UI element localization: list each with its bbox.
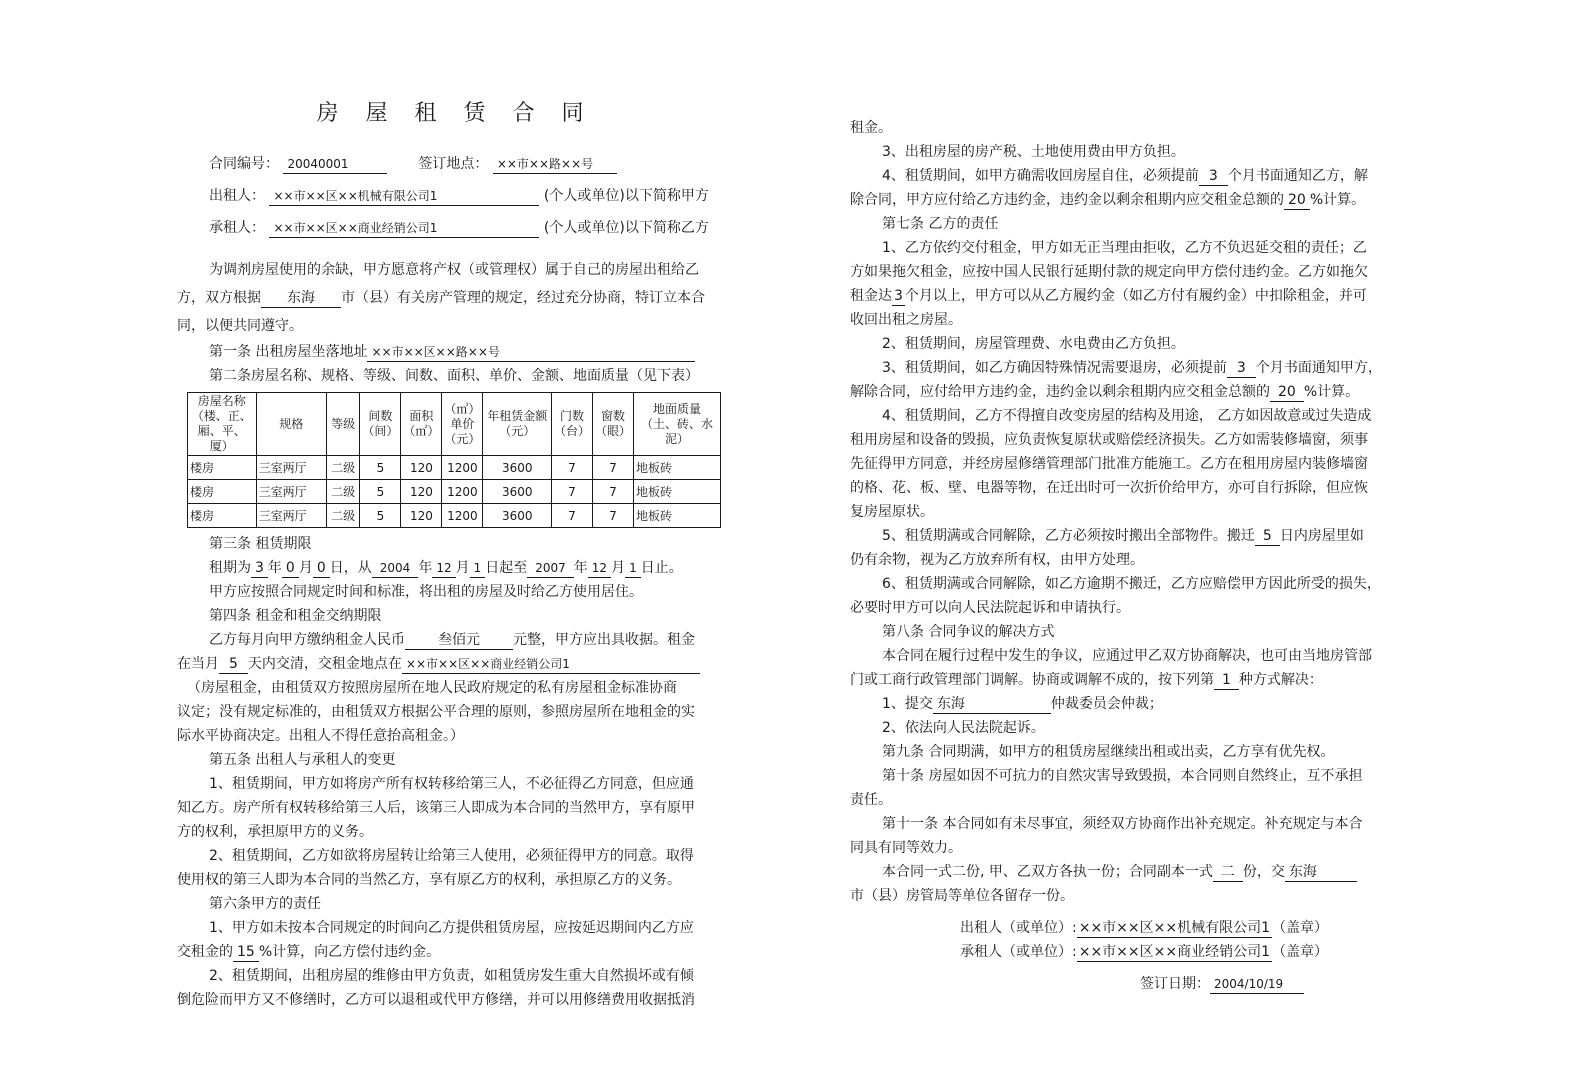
article-7-line [850,380,1406,404]
article-6-line [177,940,733,964]
article-10-line: 第十条 房屋如因不可抗力的自然灾害导致毁损，本合同则自然终止，互不承担 [882,768,1363,784]
article-7-line [850,284,1406,308]
table-cell: 7 [593,480,634,504]
table-cell: 楼房 [188,456,257,480]
article-2-label: 第二条房屋名称、规格、等级、间数、面积、单价、金额、地面质量（见下表） [209,368,699,384]
article-6-text: 除合同，甲方应付给乙方违约金，违约金以剩余租期内应交租金总额的 [850,192,1284,208]
pay-days: 5 [219,656,248,674]
article-11-line: 第十一条 本合同如有未尽事宜，须经双方协商作出补充规定。补充规定与本合 [882,816,1363,832]
article-6-line: 租金。 [850,120,892,136]
lessee-line [177,216,733,240]
intro-text: 市（县）有关房产管理的规定，经过充分协商，特订立本合 [341,290,705,306]
sign-date-line [850,972,1406,996]
article-5-line: 方的权利，承担原甲方的义务。 [177,824,373,840]
table-cell: 120 [401,456,442,480]
lessee-suffix: (个人或单位)以下简称乙方 [543,220,709,236]
article-7-line: 先征得甲方同意，并经房屋修缮管理部门批准方能施工。乙方在租用房屋内装修墙窗 [850,456,1368,472]
table-cell: 地板砖 [634,480,721,504]
article-6-text: 4、租赁期间，如甲方确需收回房屋自住，必须提前 [882,168,1199,184]
table-cell: 3600 [483,456,552,480]
col-header: 面积（㎡） [401,393,442,456]
article-5-line: 2、租赁期间，乙方如欲将房屋转让给第三人使用，必须征得甲方的同意。取得 [209,848,694,864]
table-cell: 地板砖 [634,504,721,528]
article-7-text: 个月以上，甲方可以从乙方履约金（如乙方付有履约金）中扣除租金，并可 [904,288,1367,304]
article-7-line [850,356,1406,380]
table-cell: 三室两厅 [256,456,326,480]
article-4-label: 第四条 租金和租金交纳期限 [209,608,382,624]
table-cell: 120 [401,480,442,504]
term-years: 3 [251,560,268,578]
table-cell: 7 [552,504,593,528]
article-5-line: 知乙方。房产所有权转移给第三人后，该第三人即成为本合同的当然甲方，享有原甲 [177,800,695,816]
article-7-line: 复房屋原状。 [850,504,934,520]
intro-line-2 [177,284,733,312]
table-cell: 1200 [442,456,483,480]
article-7-text: 个月书面通知甲方， [1255,360,1382,376]
article-7-line: 4、租赁期间，乙方不得擅自改变房屋的结构及用途， 乙方如因故意或过失造成 [882,408,1372,424]
article-8-line [850,668,1406,692]
table-cell: 7 [552,456,593,480]
signature-label: 承租人（或单位）: [960,944,1077,960]
table-cell: 1200 [442,504,483,528]
contract-header-line [177,152,733,176]
table-cell: 1200 [442,480,483,504]
term-text: 年 [267,560,282,576]
col-header: 房屋名称（楼、正、厢、平、厦） [188,393,257,456]
table-cell: 三室两厅 [256,504,326,528]
arbitration-city: 东海 [933,696,1051,714]
rent-line-1 [177,628,733,652]
closing-text: 本合同一式二份, 甲、乙双方各执一份；合同副本一式 [882,864,1213,880]
article-7-line: 2、租赁期间，房屋管理费、水电费由乙方负担。 [882,336,1185,352]
copies-count: 二 [1213,864,1243,882]
article-6-line [850,188,1406,212]
lessor-breach-pct: 20 [1284,192,1310,210]
table-cell: 5 [360,456,401,480]
table-row [188,480,721,504]
col-header: 规格 [256,393,326,456]
article-7-line [850,524,1406,548]
closing-line: 市（县）房管局等单位各留存一份。 [850,888,1074,904]
article-6-line [850,164,1406,188]
col-header: 门数（台） [552,393,593,456]
rent-note-3: 际水平协商决定。出租人不得任意抬高租金。） [177,728,464,744]
sign-place-label: 签订地点： [418,156,489,172]
article-5-line: 1、租赁期间，甲方如将房产所有权转移给第三人，不必征得乙方同意，但应通 [209,776,694,792]
lessee-notice-months: 3 [1227,360,1256,378]
article-6-label: 第六条甲方的责任 [209,896,321,912]
article-7-line: 6、租赁期满或合同解除，如乙方逾期不搬迁，乙方应赔偿甲方因此所受的损失， [882,576,1381,592]
closing-line [850,860,1406,884]
left-column [177,98,733,1012]
article-7-line: 的格、花、板、壁、电器等物，在迁出时可一次折价给甲方，亦可自行拆除，但应恢 [850,480,1368,496]
rent-note-1: （房屋租金，由租赁双方按照房屋所在地人民政府规定的私有房屋租金标准协商 [187,680,677,696]
property-table [187,392,721,528]
rent-line-2 [177,652,733,676]
rent-note-2: 议定；没有规定标准的，由租赁双方根据公平合理的原则，参照房屋所在地租金的实 [177,704,695,720]
article-3-label: 第三条 租赁期限 [209,536,312,552]
article-7-line: 方如果拖欠租金，应按中国人民银行延期付款的规定向甲方偿付违约金。乙方如拖欠 [850,264,1368,280]
table-row [188,504,721,528]
start-month: 12 [432,560,455,578]
article-6-line: 3、出租房屋的房产税、土地使用费由甲方负担。 [882,144,1185,160]
article-6-text: %计算。 [1309,192,1366,208]
table-cell: 7 [593,456,634,480]
start-year: 2004 [372,560,419,578]
table-cell: 120 [401,504,442,528]
sign-place: ××市××路××号 [493,156,617,174]
move-days: 5 [1255,528,1280,546]
lessee-label: 承租人： [209,220,265,236]
lessee-breach-pct: 20 [1270,384,1304,402]
start-day: 1 [470,560,486,578]
intro-text: 方，双方根据 [177,290,261,306]
article-1-label: 第一条 出租房屋坐落地址 [209,344,368,360]
city-field: 东海 [261,290,341,308]
table-cell: 3600 [483,504,552,528]
table-cell: 楼房 [188,504,257,528]
col-header: 间数（间） [360,393,401,456]
article-9: 第九条 合同期满，如甲方的租赁房屋继续出租或出卖，乙方享有优先权。 [882,744,1335,760]
article-8-line: 本合同在履行过程中发生的争议，应通过甲乙双方协商解决，也可由当地房管部 [882,648,1372,664]
table-cell: 7 [552,480,593,504]
intro-line-3: 同，以便共同遵守。 [177,318,303,334]
term-text: 年 [573,560,588,576]
end-year: 2007 [527,560,574,578]
rent-amount: 叁佰元 [405,632,513,650]
term-text: 年 [418,560,433,576]
sign-date-label: 签订日期： [1140,976,1210,992]
term-text: 日，从 [329,560,372,576]
lessor-line [177,184,733,208]
table-cell: 二级 [326,504,360,528]
term-text: 月 [455,560,470,576]
article-11-line: 同具有同等效力。 [850,840,962,856]
term-text: 月 [298,560,313,576]
article-6-text: %计算，向乙方偿付违约金。 [258,944,441,960]
article-7-text: %计算。 [1303,384,1360,400]
article-7-text: 3、租赁期间，如乙方确因特殊情况需要退房，必须提前 [882,360,1227,376]
article-7-line: 仍有余物，视为乙方放弃所有权，由甲方处理。 [850,552,1144,568]
rent-text: 元整，甲方应出具收据。租金 [513,632,695,648]
article-3-text: 甲方应按照合同规定时间和标准，将出租的房屋及时给乙方使用居住。 [209,584,643,600]
rent-text: 天内交清，交租金地点在 [247,656,402,672]
article-6-text: 个月书面通知乙方，解 [1227,168,1368,184]
end-month: 12 [588,560,611,578]
closing-text: 份，交 [1242,864,1285,880]
contract-no-label: 合同编号： [209,156,279,172]
lessor-name: ××市××区××机械有限公司1 [269,188,539,206]
penalty-pct: 15 [233,944,259,962]
seal-text: （盖章） [1272,920,1329,936]
term-days: 0 [313,560,330,578]
article-6-line: 1、甲方如未按本合同规定的时间向乙方提供租赁房屋，应按延迟期间内乙方应 [209,920,694,936]
lease-term-line [177,556,733,580]
intro-line-1: 为调剂房屋使用的余缺，甲方愿意将产权（或管理权）属于自己的房屋出租给乙 [209,262,699,278]
document-title: 房 屋 租 赁 合 同 [316,101,594,126]
lessee-signature: ××市××区××商业经销公司1 [1078,944,1271,960]
pay-place: ××市××区××商业经销公司1 [402,656,700,674]
article-7-text: 5、租赁期满或合同解除，乙方必须按时搬出全部物件。搬迁 [882,528,1255,544]
copy-to-city: 东海 [1285,864,1357,882]
term-text: 日止。 [640,560,683,576]
lessor-label: 出租人： [209,188,265,204]
article-8-label: 第八条 合同争议的解决方式 [882,624,1055,640]
article-8-text: 1、提交 [882,696,933,712]
term-months: 0 [282,560,299,578]
article-8-text: 种方式解决： [1238,672,1323,688]
lessee-signature-line [850,940,1406,964]
term-text: 月 [611,560,626,576]
term-text: 租期为 [209,560,251,576]
term-text: 日起至 [485,560,528,576]
article-7-line: 1、乙方依约交付租金，甲方如无正当理由拒收，乙方不负迟延交租的责任；乙 [882,240,1367,256]
lessor-signature: ××市××区××机械有限公司1 [1078,920,1271,936]
article-8-text: 门或工商行政管理部门调解。协商或调解不成的，按下列第 [850,672,1214,688]
article-8-line: 2、依法向人民法院起诉。 [882,720,1045,736]
article-10-line: 责任。 [850,792,892,808]
article-6-line: 倒危险而甲方又不修缮时，乙方可以退租或代甲方修缮，并可以用修缮费用收据抵消 [177,992,695,1008]
article-7-text: 日内房屋里如 [1279,528,1364,544]
lessor-notice-months: 3 [1199,168,1228,186]
seal-text: （盖章） [1272,944,1329,960]
article-5-line: 使用权的第三人即为本合同的当然乙方，享有原乙方的权利，承担原乙方的义务。 [177,872,681,888]
article-6-text: 交租金的 [177,944,233,960]
property-address: ××市××区××路××号 [367,344,695,362]
col-header: 等级 [326,393,360,456]
article-7-text: 租金达 [850,288,892,304]
lessor-suffix: (个人或单位)以下简称甲方 [543,188,709,204]
table-cell: 7 [593,504,634,528]
table-cell: 5 [360,504,401,528]
article-7-line: 必要时甲方可以向人民法院起诉和申请执行。 [850,600,1130,616]
table-cell: 楼房 [188,480,257,504]
sign-date: 2004/10/19 [1210,976,1304,994]
lessor-signature-line [850,916,1406,940]
col-header: 年租赁金额（元） [483,393,552,456]
col-header: （㎡）单价（元） [442,393,483,456]
table-cell: 二级 [326,456,360,480]
table-header-row [188,393,721,456]
rent-text: 在当月 [177,656,219,672]
table-cell: 地板砖 [634,456,721,480]
table-cell: 三室两厅 [256,480,326,504]
right-column [850,116,1406,996]
article-7-line: 租用房屋和设备的毁损，应负责恢复原状或赔偿经济损失。乙方如需装修墙窗，须事 [850,432,1368,448]
arrears-months: 3 [894,288,903,304]
table-cell: 二级 [326,480,360,504]
article-7-line: 收回出租之房屋。 [850,312,962,328]
article-8-line [850,692,1406,716]
contract-no: 20040001 [283,156,387,174]
article-6-line: 2、租赁期间，出租房屋的维修由甲方负责，如租赁房发生重大自然损坏或有倾 [209,968,694,984]
article-7-label: 第七条 乙方的责任 [882,216,999,232]
col-header: 窗数（眼） [593,393,634,456]
table-cell: 3600 [483,480,552,504]
rent-text: 乙方每月向甲方缴纳租金人民币 [209,632,405,648]
article-5-label: 第五条 出租人与承租人的变更 [209,752,396,768]
end-day: 1 [625,560,641,578]
table-row [188,456,721,480]
table-cell: 5 [360,480,401,504]
dispute-method: 1 [1214,672,1239,690]
article-8-text: 仲裁委员会仲裁； [1050,696,1163,712]
article-1 [177,340,733,364]
article-7-text: 解除合同，应付给甲方违约金，违约金以剩余租期内应交租金总额的 [850,384,1270,400]
col-header: 地面质量（土、砖、水泥） [634,393,721,456]
lessee-name: ××市××区××商业经销公司1 [269,220,539,238]
signature-label: 出租人（或单位）: [960,920,1077,936]
